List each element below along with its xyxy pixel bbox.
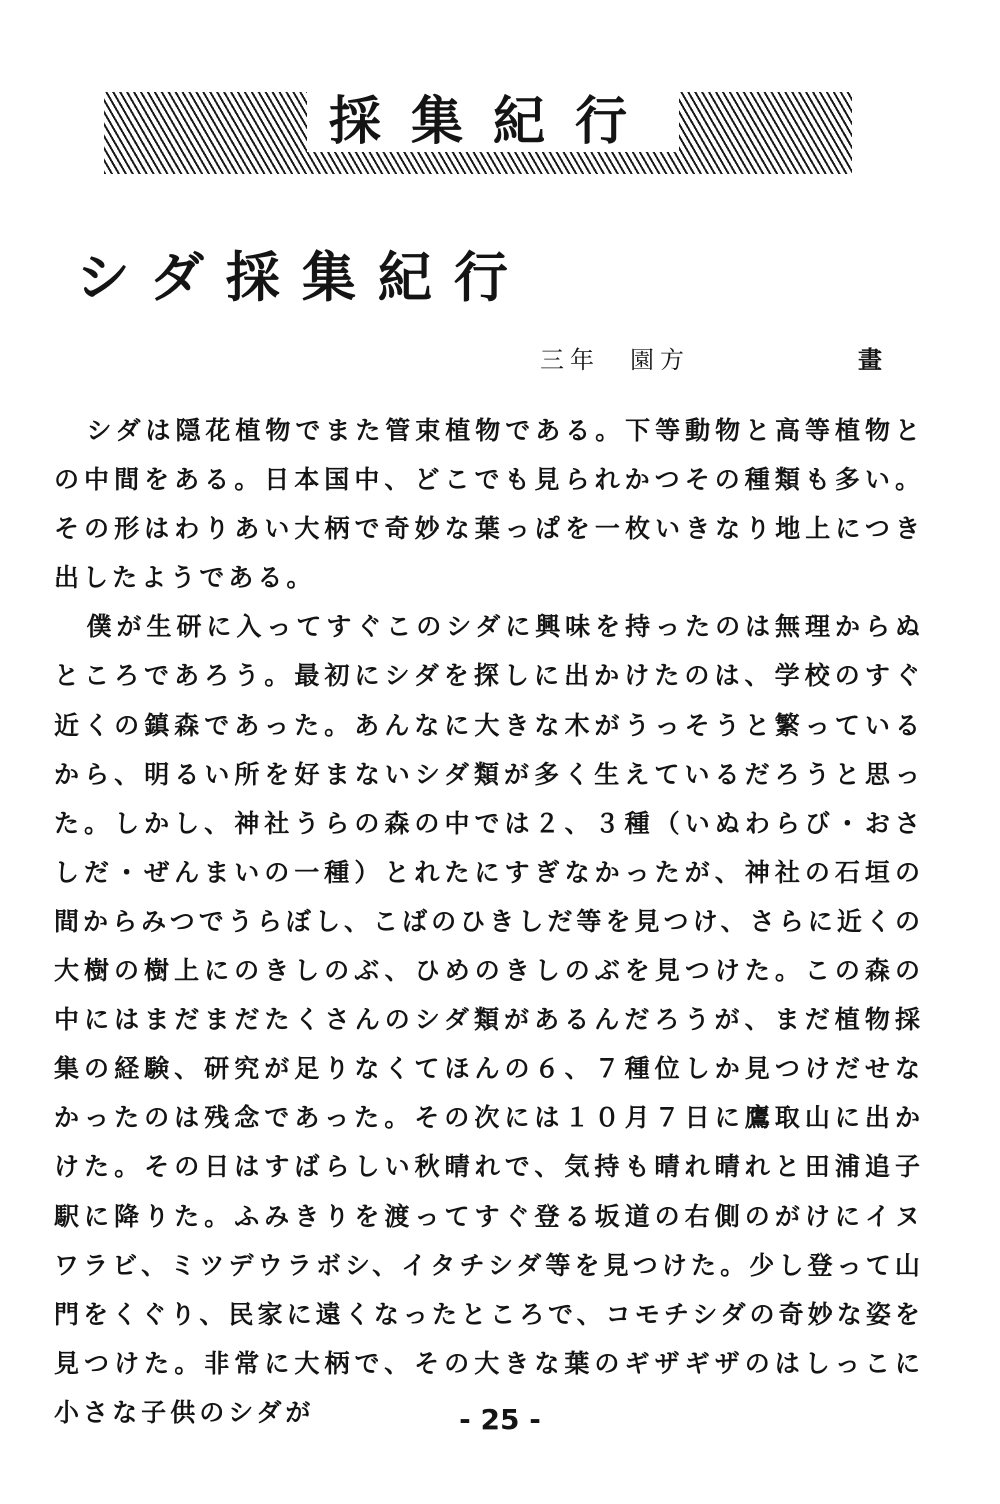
author-role: 畫 bbox=[858, 346, 882, 374]
body-paragraph: 僕が生研に入ってすぐこのシダに興味を持ったのは無理からぬところであろう。最初にシダを探しに出かけたのは、学校のすぐ近くの鎮森であった。あんなに大きな木がうっそうと繁っているから、明るい所を好まないシダ類が多く生えているだろうと思った。しかし、神社うらの森の中では２、３種（いぬわらび・おさしだ・ぜんまいの一種）とれたにすぎなかったが、神社の石垣の間からみつでうらぼし、こばのひきしだ等を見つけ、さらに近くの大樹の樹上にのきしのぶ、ひめのきしのぶを見つけた。この森の中にはまだまだたくさんのシダ類があるんだろうが、まだ植物採集の経験、研究が足りなくてほんの６、７種位しか見つけだせなかったのは残念であった。その次には１０月７日に鷹取山に出かけた。その日はすばらしい秋晴れで、気持も晴れ晴れと田浦追子駅に降りた。ふみきりを渡ってすぐ登る坂道の右側のがけにイヌワラビ、ミツデウラボシ、イタチシダ等を見つけた。少し登って山門をくぐり、民家に遠くなったところで、コモチシダの奇妙な姿を見つけた。非常に大柄で、その大きな葉のギザギザのはしっこに小さな子供のシダが bbox=[54, 612, 925, 1427]
banner-title-wrap bbox=[104, 92, 852, 152]
page-number: - 25 - bbox=[459, 1403, 541, 1436]
article-title: シダ採集紀行 bbox=[76, 246, 530, 309]
section-banner bbox=[104, 92, 852, 174]
byline bbox=[540, 342, 900, 378]
author-name: 三年 園方 bbox=[540, 346, 690, 374]
article-body bbox=[54, 406, 924, 1437]
body-paragraph: シダは隠花植物でまた管束植物である。下等動物と高等植物との中間をある。日本国中、どこでも見られかつその種類も多い。その形はわりあい大柄で奇妙な葉っぱを一枚いきなり地上につき出したようである。 bbox=[54, 416, 924, 593]
section-title: 採集紀行 bbox=[307, 92, 679, 152]
